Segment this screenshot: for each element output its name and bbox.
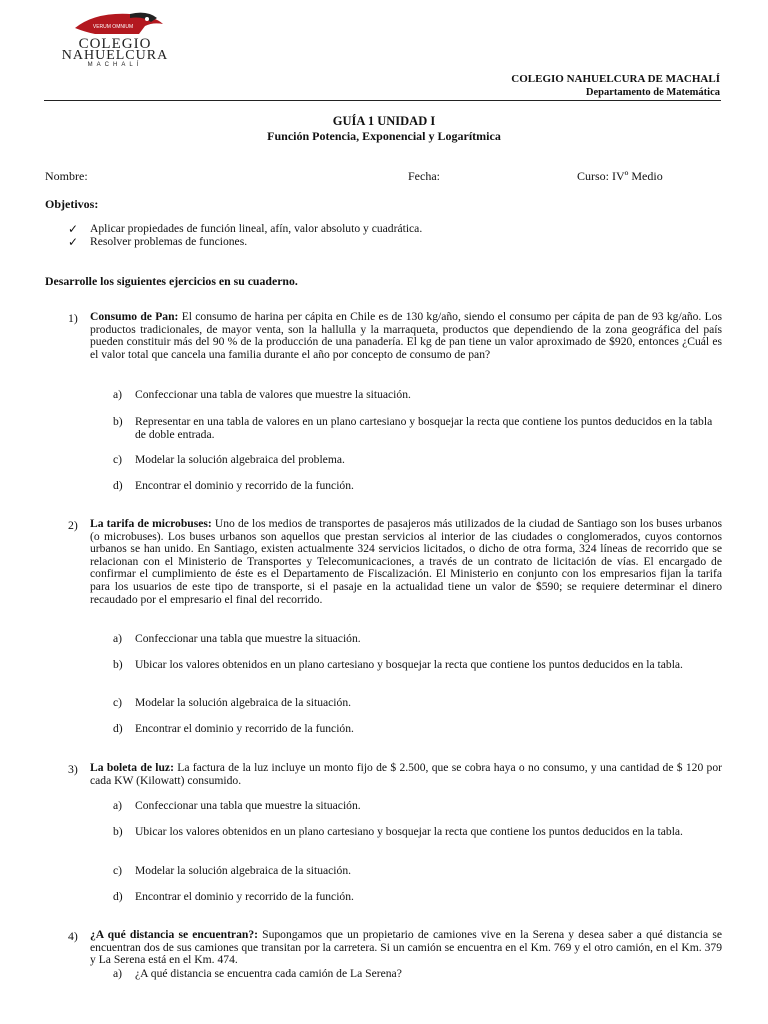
- check-icon: ✓: [68, 222, 79, 236]
- problem-title: Consumo de Pan:: [90, 310, 179, 323]
- nombre-label: Nombre:: [45, 169, 88, 183]
- item-text: ¿A qué distancia se encuentra cada camión de La Serena?: [135, 967, 402, 980]
- problem-1-text: [90, 311, 722, 361]
- item-text: Encontrar el dominio y recorrido de la función.: [135, 479, 354, 492]
- school-header: [511, 73, 720, 99]
- item-label: a): [113, 388, 123, 401]
- problem-body: Uno de los medios de transportes de pasajeros más utilizados de la ciudad de Santiago son los buses urbanos (o microbuses). Los buses urbanos son aquellos que prestan servicios al interior de las ciudades o conglomerados, cuyos contornos urbanos se han unido. En Santiago, existen actualmente 324 servicios licitados, o dicho de otra forma, 324 líneas de recorrido que se relacionan con el Ministerio de Transportes y Telecomunicaciones, a través de un contrato de licitación de vías. El encargado de confirmar el cumplimiento de éste es el Departamento de Fiscalización. El Ministerio en conjunto con los empresarios fijan la tarifa para los usuarios de este tipo de transporte, si el pasaje en la actualidad tiene un valor de $590; se requiere determinar el dinero recaudado por el empresario el final del recorrido.: [90, 517, 722, 606]
- problem-number: 2): [68, 518, 78, 532]
- item-text: Confeccionar una tabla que muestre la situación.: [135, 799, 361, 812]
- objetivo-item: Resolver problemas de funciones.: [90, 235, 248, 248]
- header-divider: [44, 100, 721, 101]
- instruction-text: Desarrolle los siguientes ejercicios en su cuaderno.: [45, 274, 298, 288]
- school-name: COLEGIO NAHUELCURA DE MACHALÍ: [511, 73, 720, 85]
- item-text: Representar en una tabla de valores en un plano cartesiano y bosquejar la recta que contiene los puntos deducidos en la tabla de doble entrada.: [135, 415, 713, 441]
- item-label: b): [113, 658, 123, 671]
- objetivos-label: Objetivos:: [45, 197, 99, 211]
- item-text: Encontrar el dominio y recorrido de la función.: [135, 722, 354, 735]
- item-label: a): [113, 967, 123, 980]
- item-text: Ubicar los valores obtenidos en un plano cartesiano y bosquejar la recta que contiene los puntos deducidos en la tabla.: [135, 825, 683, 838]
- page-title: GUÍA 1 UNIDAD I: [332, 114, 436, 128]
- problem-number: 3): [68, 762, 78, 776]
- item-label: b): [113, 415, 123, 428]
- logo-line1: COLEGIO: [78, 36, 152, 52]
- curso-label: Curso: IVº Medio: [577, 169, 663, 183]
- problem-title: La boleta de luz:: [90, 761, 174, 774]
- logo-motto: VERUM OMNIUM: [92, 24, 134, 30]
- problem-title: La tarifa de microbuses:: [90, 517, 212, 530]
- item-text: Encontrar el dominio y recorrido de la función.: [135, 890, 354, 903]
- item-text: Modelar la solución algebraica de la situación.: [135, 864, 352, 877]
- problem-body: Supongamos que un propietario de camiones vive en la Serena y desea saber a qué distancia se encuentran dos de sus camiones que transitan por la carretera. Si un camión se encuentra en el Km. 769 y el otro camión, en el Km. 379 y La Serena está en el Km. 474.: [90, 928, 722, 967]
- logo-line2: NAHUELCURA: [61, 48, 169, 63]
- problem-body: El consumo de harina per cápita en Chile es de 130 kg/año, siendo el consumo per cápita de pan de 93 kg/año. Los productos tradicionales, de mayor venta, son la hallulla y la marraqueta, productos que dependiendo de la zona geográfica del país pueden constituir más del 90 % de la producción de una panadería. El kg de pan tiene un valor aproximado de $920, entonces ¿Cuál es el valor total que cancela una familia durante el año por concepto de consumo de pan?: [90, 310, 722, 361]
- logo-line3: MACHALÍ: [87, 62, 143, 68]
- item-text: Modelar la solución algebraica del problema.: [135, 453, 345, 466]
- item-text: Confeccionar una tabla de valores que muestre la situación.: [135, 388, 411, 401]
- problem-4-text: [90, 929, 722, 967]
- item-text: Ubicar los valores obtenidos en un plano cartesiano y bosquejar la recta que contiene los puntos deducidos en la tabla.: [135, 658, 683, 671]
- item-label: c): [113, 696, 123, 709]
- item-label: c): [113, 453, 123, 466]
- page-subtitle: Función Potencia, Exponencial y Logarítmica: [267, 129, 501, 143]
- check-icon: ✓: [68, 235, 79, 249]
- item-label: a): [113, 632, 123, 645]
- problem-3-text: [90, 762, 722, 787]
- problem-number: 4): [68, 929, 78, 943]
- problem-body: La factura de la luz incluye un monto fijo de $ 2.500, que se cobra haya o no consumo, y una cantidad de $ 120 por cada KW (Kilowatt) consumido.: [90, 761, 723, 787]
- problem-2-text: [90, 518, 722, 606]
- item-label: a): [113, 799, 123, 812]
- problem-number: 1): [68, 311, 78, 325]
- fecha-label: Fecha:: [408, 169, 440, 183]
- item-text: Confeccionar una tabla que muestre la situación.: [135, 632, 361, 645]
- item-text: Modelar la solución algebraica de la situación.: [135, 696, 352, 709]
- item-label: d): [113, 479, 123, 492]
- problem-title: ¿A qué distancia se encuentran?:: [90, 928, 258, 941]
- item-label: d): [113, 722, 123, 735]
- department-name: Departamento de Matemática: [585, 87, 720, 98]
- item-label: d): [113, 890, 123, 903]
- item-label: b): [113, 825, 123, 838]
- school-logo: [35, 10, 195, 70]
- objetivo-item: Aplicar propiedades de función lineal, afín, valor absoluto y cuadrática.: [90, 222, 423, 235]
- item-label: c): [113, 864, 123, 877]
